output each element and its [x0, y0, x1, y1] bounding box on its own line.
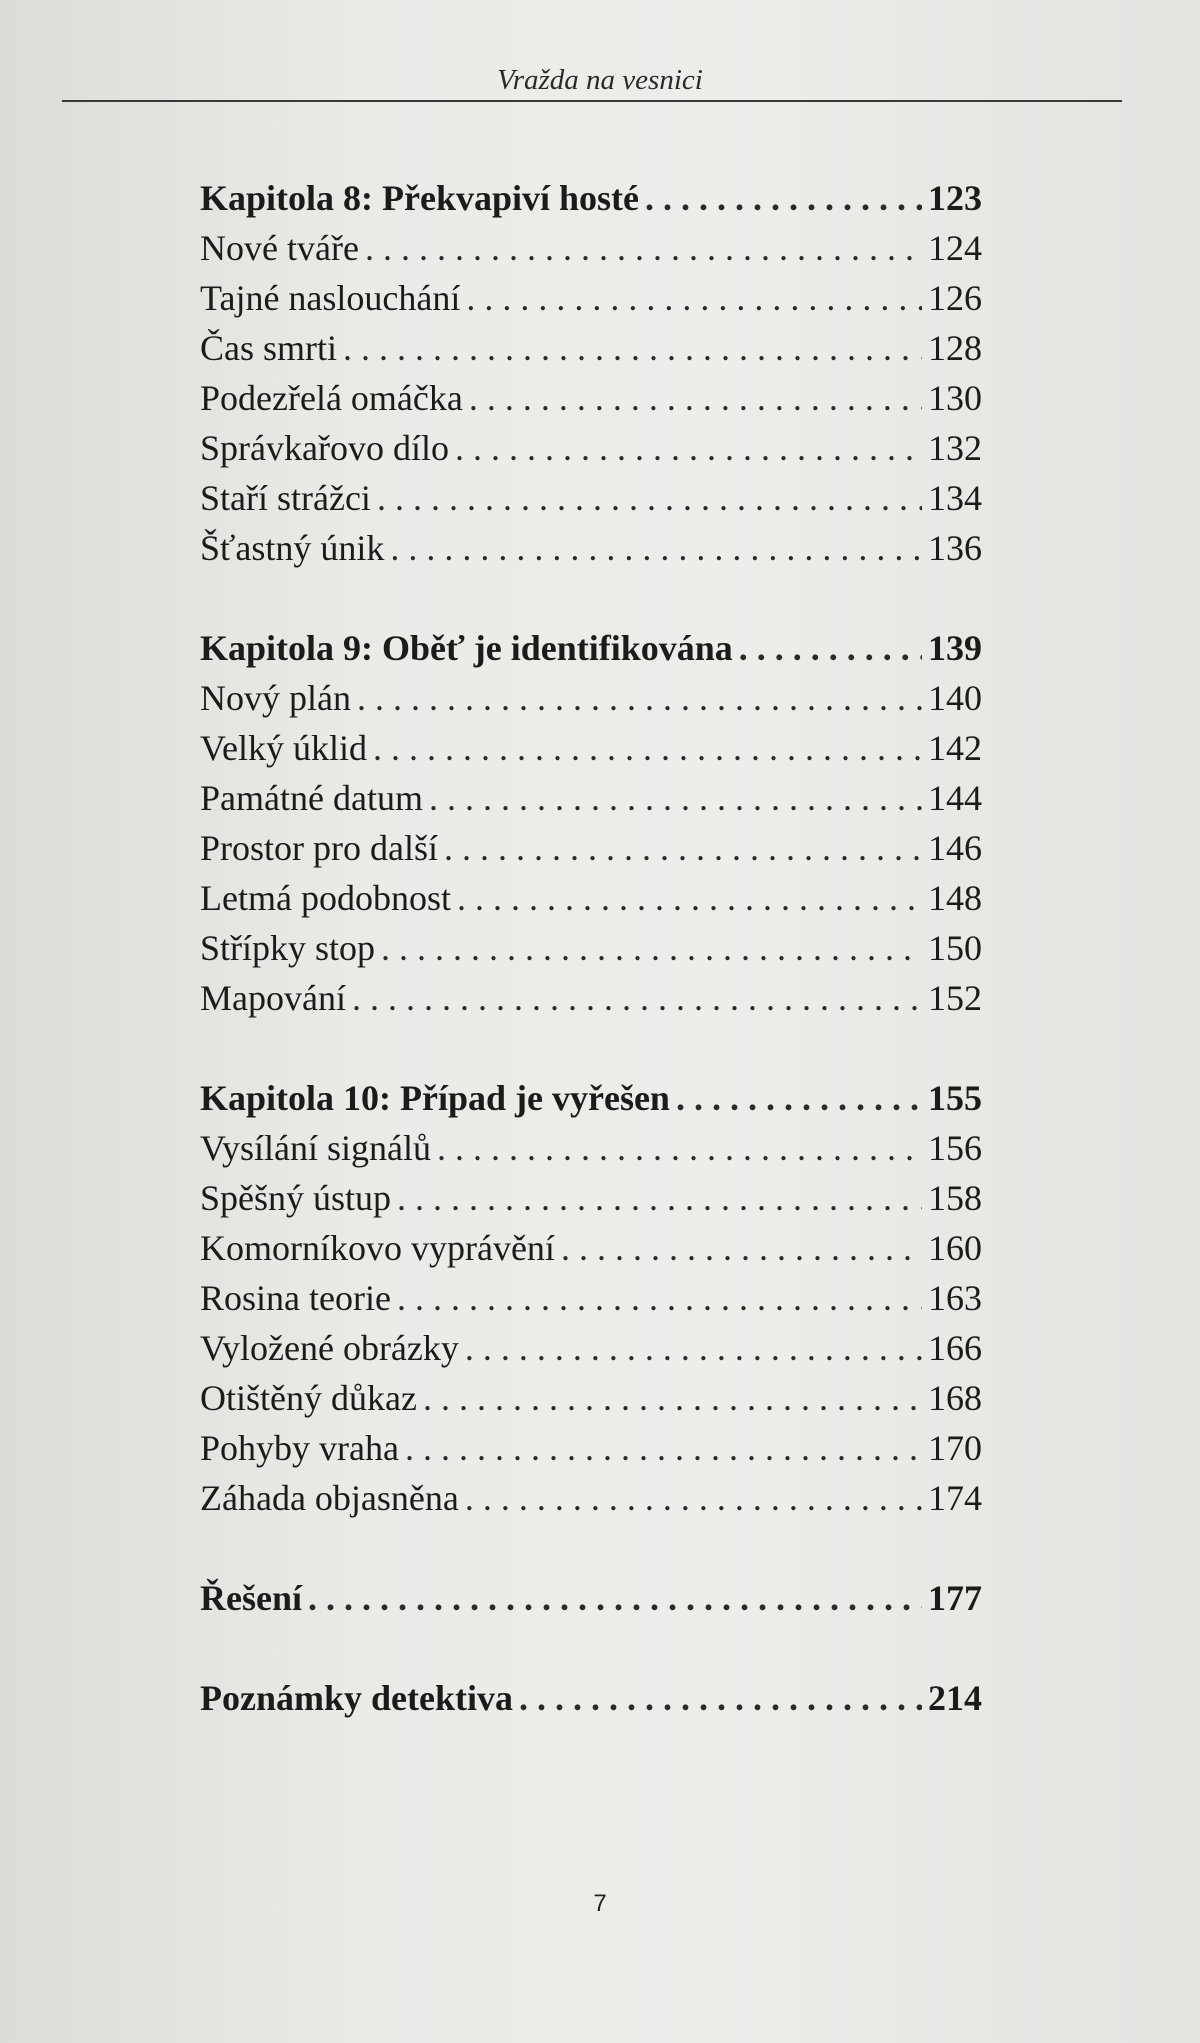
dot-leader — [561, 1223, 922, 1273]
toc-page-number: 170 — [928, 1428, 982, 1468]
toc-page-number: 126 — [928, 278, 982, 318]
dot-leader — [437, 1123, 922, 1173]
toc-chapter-heading — [200, 623, 982, 673]
toc-chapter-8 — [200, 173, 982, 573]
dot-leader — [365, 223, 922, 273]
toc-entry — [200, 1473, 982, 1523]
toc-entry — [200, 673, 982, 723]
dot-leader — [469, 373, 922, 423]
page-number-footer: 7 — [593, 1890, 607, 1917]
toc-entry — [200, 423, 982, 473]
dot-leader — [405, 1423, 922, 1473]
toc-page-number: 214 — [928, 1678, 982, 1718]
toc-entry-title: Spěšný ústup — [200, 1178, 392, 1218]
toc-page-number: 160 — [928, 1228, 982, 1268]
toc-page-number: 144 — [928, 778, 982, 818]
toc-entry-title: Řešení — [200, 1578, 302, 1618]
toc-page-number: 155 — [928, 1078, 982, 1118]
toc-entry — [200, 273, 982, 323]
toc-page-number: 140 — [928, 678, 982, 718]
toc-entry — [200, 973, 982, 1023]
toc-page-number: 128 — [928, 328, 982, 368]
dot-leader — [465, 1323, 922, 1373]
dot-leader — [457, 873, 922, 923]
toc-entry — [200, 373, 982, 423]
toc-page-number: 139 — [928, 628, 982, 668]
toc-page-number: 174 — [928, 1478, 982, 1518]
dot-leader — [444, 823, 922, 873]
toc-page-number: 124 — [928, 228, 982, 268]
toc-page-number: 156 — [928, 1128, 982, 1168]
toc-page-number: 163 — [928, 1278, 982, 1318]
toc-entry — [200, 1423, 982, 1473]
dot-leader — [397, 1273, 922, 1323]
toc-entry-title: Střípky stop — [200, 928, 376, 968]
toc-entry-title: Tajné naslouchání — [200, 278, 461, 318]
toc-entry-title: Záhada objasněna — [200, 1478, 459, 1518]
dot-leader — [423, 1373, 922, 1423]
table-of-contents — [200, 173, 982, 1773]
toc-entry — [200, 523, 982, 573]
toc-page-number: 130 — [928, 378, 982, 418]
toc-page-number: 150 — [928, 928, 982, 968]
toc-entry-title: Nové tváře — [200, 228, 359, 268]
dot-leader — [429, 773, 922, 823]
toc-entry — [200, 923, 982, 973]
toc-entry-title: Komorníkovo vyprávění — [200, 1228, 555, 1268]
toc-chapter-heading — [200, 1573, 982, 1623]
toc-entry-title: Poznámky detektiva — [200, 1678, 513, 1718]
toc-entry-title: Vysílání signálů — [200, 1128, 431, 1168]
toc-chapter-10 — [200, 1073, 982, 1523]
toc-solution — [200, 1573, 982, 1623]
toc-page-number: 146 — [928, 828, 982, 868]
toc-entry-title: Pohyby vraha — [200, 1428, 399, 1468]
toc-entry-title: Podezřelá omáčka — [200, 378, 463, 418]
toc-chapter-heading — [200, 1073, 982, 1123]
toc-page-number: 148 — [928, 878, 982, 918]
toc-entry — [200, 1223, 982, 1273]
toc-entry — [200, 1323, 982, 1373]
dot-leader — [373, 723, 922, 773]
toc-entry-title: Prostor pro další — [200, 828, 438, 868]
toc-entry-title: Čas smrti — [200, 328, 338, 368]
dot-leader — [645, 173, 922, 223]
toc-page-number: 158 — [928, 1178, 982, 1218]
toc-page-number: 142 — [928, 728, 982, 768]
toc-entry — [200, 823, 982, 873]
dot-leader — [739, 623, 922, 673]
toc-entry-title: Kapitola 8: Překvapiví hosté — [200, 178, 639, 218]
toc-entry — [200, 1123, 982, 1173]
toc-entry-title: Nový plán — [200, 678, 351, 718]
toc-entry-title: Památné datum — [200, 778, 423, 818]
toc-entry — [200, 723, 982, 773]
toc-entry-title: Šťastný únik — [200, 528, 385, 568]
dot-leader — [381, 923, 922, 973]
running-head: Vražda na vesnici — [497, 64, 703, 96]
dot-leader — [397, 1173, 922, 1223]
toc-entry-title: Otištěný důkaz — [200, 1378, 417, 1418]
toc-chapter-heading — [200, 1673, 982, 1723]
toc-entry-title: Letmá podobnost — [200, 878, 451, 918]
toc-chapter-heading — [200, 173, 982, 223]
dot-leader — [377, 473, 922, 523]
toc-entry — [200, 1273, 982, 1323]
toc-chapter-9 — [200, 623, 982, 1023]
toc-entry-title: Kapitola 9: Oběť je identifikována — [200, 628, 733, 668]
toc-entry-title: Kapitola 10: Případ je vyřešen — [200, 1078, 670, 1118]
toc-page-number: 134 — [928, 478, 982, 518]
dot-leader — [676, 1073, 922, 1123]
toc-page-number: 152 — [928, 978, 982, 1018]
toc-page-number: 168 — [928, 1378, 982, 1418]
toc-entry-title: Vyložené obrázky — [200, 1328, 459, 1368]
dot-leader — [466, 273, 922, 323]
dot-leader — [455, 423, 922, 473]
toc-entry-title: Staří strážci — [200, 478, 371, 518]
header-rule — [62, 100, 1122, 102]
toc-entry-title: Správkařovo dílo — [200, 428, 449, 468]
toc-page-number: 132 — [928, 428, 982, 468]
dot-leader — [390, 523, 922, 573]
dot-leader — [465, 1473, 922, 1523]
toc-page-number: 123 — [928, 178, 982, 218]
toc-entry — [200, 223, 982, 273]
toc-page-number: 177 — [928, 1578, 982, 1618]
toc-entry — [200, 323, 982, 373]
toc-page-number: 136 — [928, 528, 982, 568]
dot-leader — [352, 973, 922, 1023]
toc-entry — [200, 773, 982, 823]
toc-entry — [200, 473, 982, 523]
toc-page-number: 166 — [928, 1328, 982, 1368]
toc-entry-title: Mapování — [200, 978, 346, 1018]
toc-entry — [200, 1173, 982, 1223]
toc-entry — [200, 1373, 982, 1423]
toc-entry-title: Rosina teorie — [200, 1278, 391, 1318]
dot-leader — [308, 1573, 922, 1623]
toc-entry-title: Velký úklid — [200, 728, 367, 768]
dot-leader — [519, 1673, 922, 1723]
toc-entry — [200, 873, 982, 923]
dot-leader — [343, 323, 922, 373]
toc-detective-notes — [200, 1673, 982, 1723]
dot-leader — [357, 673, 922, 723]
